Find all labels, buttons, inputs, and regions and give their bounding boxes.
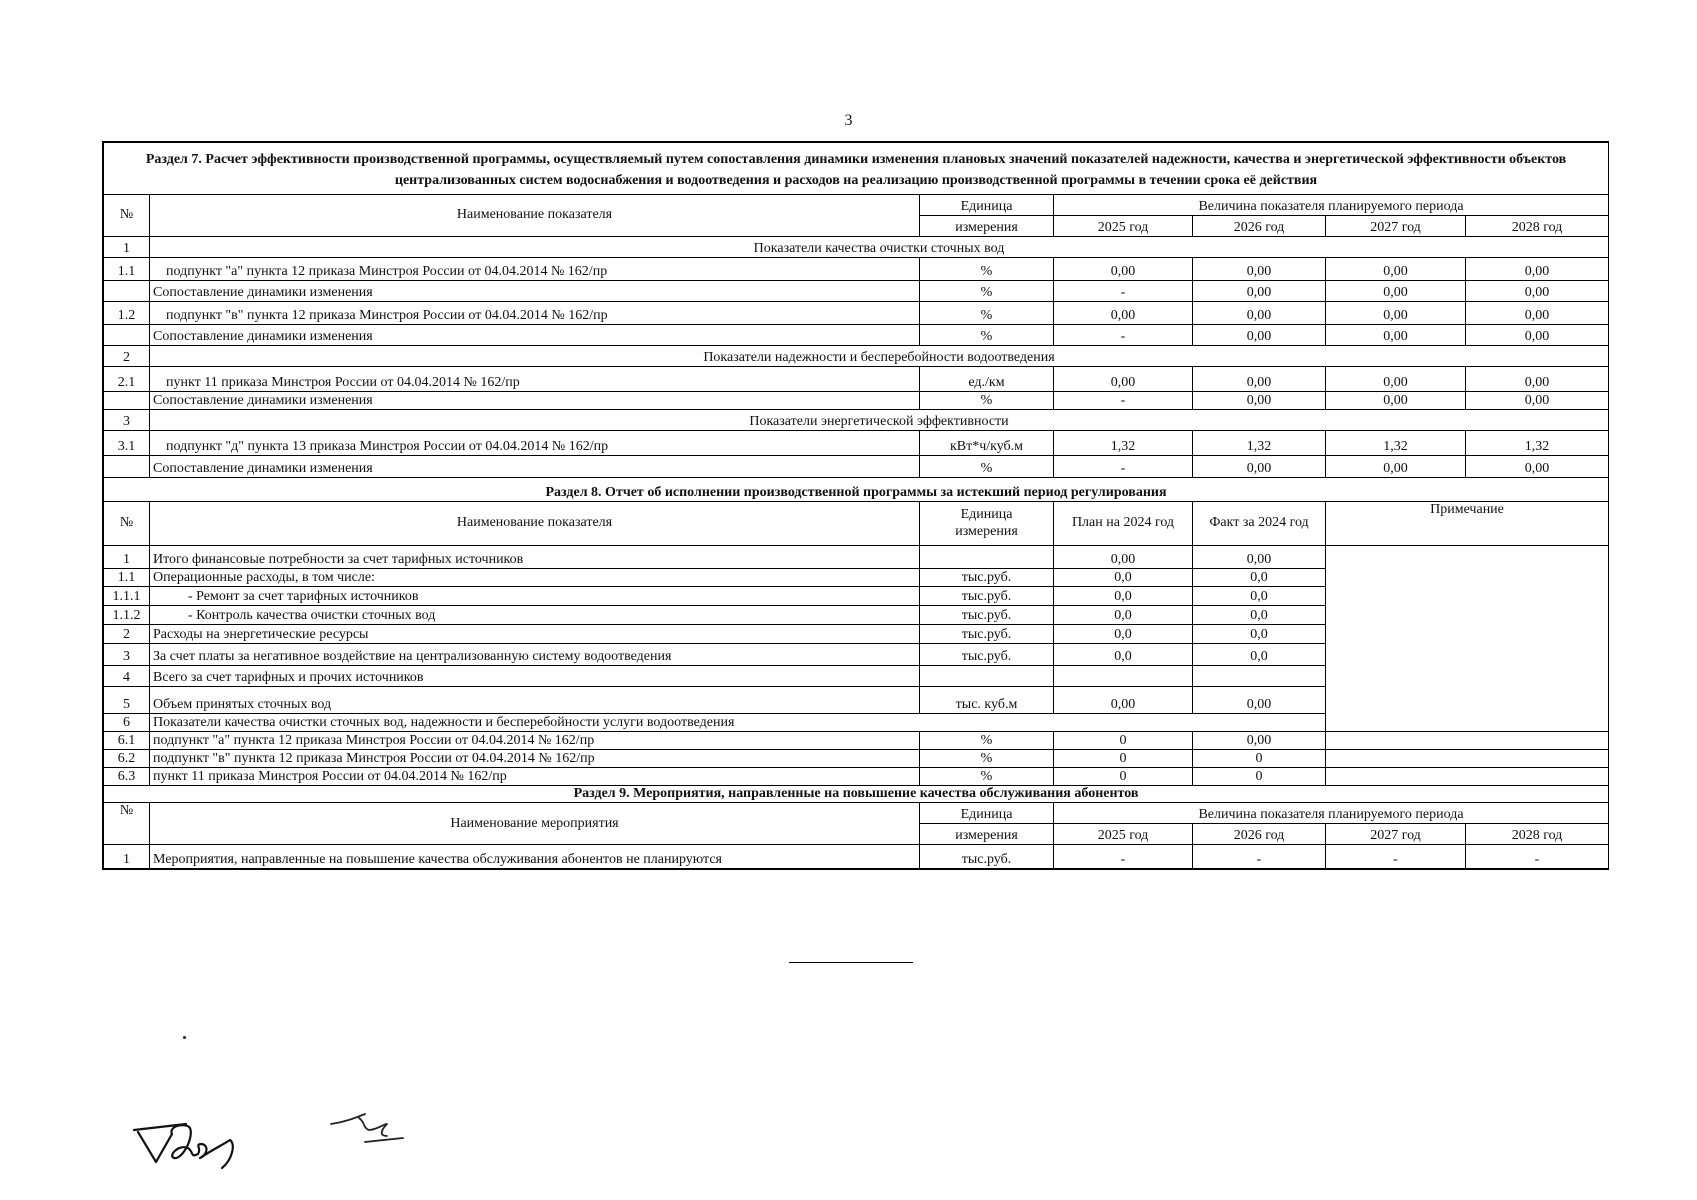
row-unit: % <box>920 302 1054 325</box>
section9-title-row <box>104 786 1609 803</box>
section8-header-note: Примечание <box>1326 502 1609 546</box>
row-value-2027: 0,00 <box>1326 258 1466 281</box>
row-value-2028: 0,00 <box>1466 392 1609 410</box>
section8-header-num: № <box>104 502 150 546</box>
row-num: 6.2 <box>104 750 150 768</box>
row-value-2026: 0,00 <box>1193 302 1326 325</box>
section9-header-year-2026: 2026 год <box>1193 824 1326 845</box>
table-row <box>104 325 1609 346</box>
row-num: 1.1 <box>104 569 150 587</box>
row-name: Операционные расходы, в том числе: <box>150 569 920 587</box>
row-plan: 0,00 <box>1054 687 1193 714</box>
row-name: пункт 11 приказа Минстроя России от 04.04.2014 № 162/пр <box>150 768 920 786</box>
row-fact: 0,0 <box>1193 625 1326 644</box>
row-name: подпункт "а" пункта 12 приказа Минстроя России от 04.04.2014 № 162/пр <box>150 258 920 281</box>
section9-header-name: Наименование мероприятия <box>150 803 920 845</box>
row-unit: ед./км <box>920 367 1054 392</box>
table-row <box>104 546 1609 569</box>
row-fact: 0,00 <box>1193 732 1326 750</box>
table-row <box>104 281 1609 302</box>
row-name: Итого финансовые потребности за счет тарифных источников <box>150 546 920 569</box>
section8-header-unit-1: Единица <box>960 507 1013 523</box>
row-value-2025: 0,00 <box>1054 302 1193 325</box>
section7-title: Раздел 7. Расчет эффективности производственной программы, осуществляемый путем сопоставления динамики изменения плановых значений показателей надежности, качества и энергетической эффективности объектов централизованных систем водоснабжения и водоотведения и расходов на реализацию производственной программы в течении срока её действия <box>104 143 1609 195</box>
row-unit: % <box>920 750 1054 768</box>
page-number: 3 <box>844 112 853 129</box>
row-num <box>104 325 150 346</box>
row-num: 3.1 <box>104 431 150 456</box>
row-value-2025: 1,32 <box>1054 431 1193 456</box>
row-unit: % <box>920 392 1054 410</box>
table-row <box>104 367 1609 392</box>
group-title: Показатели энергетической эффективности <box>150 410 1609 431</box>
section9-title: Раздел 9. Мероприятия, направленные на повышение качества обслуживания абонентов <box>104 786 1609 803</box>
row-value-2027: 0,00 <box>1326 325 1466 346</box>
row-unit: тыс. куб.м <box>920 687 1054 714</box>
signature-left-icon <box>128 1114 278 1174</box>
group-num: 2 <box>104 346 150 367</box>
row-fact: 0,0 <box>1193 587 1326 606</box>
row-name: Объем принятых сточных вод <box>150 687 920 714</box>
row-unit: кВт*ч/куб.м <box>920 431 1054 456</box>
table-row <box>104 750 1609 768</box>
table-row <box>104 732 1609 750</box>
section7-header-name: Наименование показателя <box>150 195 920 237</box>
row-num: 2 <box>104 625 150 644</box>
section9-header-period: Величина показателя планируемого периода <box>1054 803 1609 824</box>
row-num: 1.2 <box>104 302 150 325</box>
row-name: За счет платы за негативное воздействие на централизованную систему водоотведения <box>150 644 920 666</box>
end-divider <box>789 962 913 963</box>
row-num <box>104 456 150 478</box>
section8-header-row <box>104 502 1609 546</box>
section7-header-period: Величина показателя планируемого периода <box>1054 195 1609 216</box>
row-value-2025: - <box>1054 325 1193 346</box>
row-plan <box>1054 666 1193 687</box>
row-value-2026: 0,00 <box>1193 367 1326 392</box>
row-name: Всего за счет тарифных и прочих источников <box>150 666 920 687</box>
row-value-2028: 0,00 <box>1466 367 1609 392</box>
row-unit: % <box>920 456 1054 478</box>
row-name: - Ремонт за счет тарифных источников <box>150 587 920 606</box>
section7-group-row <box>104 346 1609 367</box>
row-name: Мероприятия, направленные на повышение качества обслуживания абонентов не планируются <box>150 845 920 869</box>
row-plan: 0 <box>1054 732 1193 750</box>
section7-header-unit-1: Единица <box>920 195 1054 216</box>
row-unit: тыс.руб. <box>920 644 1054 666</box>
row-plan: 0,0 <box>1054 625 1193 644</box>
row-name: Сопоставление динамики изменения <box>150 325 920 346</box>
row-value-2026: 0,00 <box>1193 456 1326 478</box>
row-value-2027: - <box>1326 845 1466 869</box>
row-value-2027: 1,32 <box>1326 431 1466 456</box>
row-name: - Контроль качества очистки сточных вод <box>150 606 920 625</box>
row-value-2027: 0,00 <box>1326 302 1466 325</box>
section9-header-unit-2: измерения <box>920 824 1054 845</box>
section9-header-year-2028: 2028 год <box>1466 824 1609 845</box>
section7-group-row <box>104 237 1609 258</box>
section8-header-unit-2: измерения <box>955 523 1018 539</box>
section9-header-row-1 <box>104 803 1609 824</box>
group-title: Показатели качества очистки сточных вод <box>150 237 1609 258</box>
row-value-2028: - <box>1466 845 1609 869</box>
scan-speck <box>183 1036 186 1039</box>
row-num: 5 <box>104 687 150 714</box>
report-table <box>103 142 1609 869</box>
row-unit: % <box>920 325 1054 346</box>
row-name: подпункт "в" пункта 12 приказа Минстроя России от 04.04.2014 № 162/пр <box>150 302 920 325</box>
row-unit: тыс.руб. <box>920 606 1054 625</box>
row-value-2025: - <box>1054 281 1193 302</box>
row-num <box>104 281 150 302</box>
row-unit: % <box>920 281 1054 302</box>
row-num: 1.1.2 <box>104 606 150 625</box>
section7-header-unit-2: измерения <box>920 216 1054 237</box>
row-name: подпункт "в" пункта 12 приказа Минстроя России от 04.04.2014 № 162/пр <box>150 750 920 768</box>
row-fact: 0,00 <box>1193 546 1326 569</box>
row-name: Сопоставление динамики изменения <box>150 392 920 410</box>
row-name: подпункт "а" пункта 12 приказа Минстроя России от 04.04.2014 № 162/пр <box>150 732 920 750</box>
section7-header-year-2027: 2027 год <box>1326 216 1466 237</box>
section8-header-plan: План на 2024 год <box>1054 502 1193 546</box>
row-fact: 0,0 <box>1193 644 1326 666</box>
row-value-2026: 0,00 <box>1193 392 1326 410</box>
row-fact: 0,0 <box>1193 606 1326 625</box>
section7-header-year-2026: 2026 год <box>1193 216 1326 237</box>
row-num: 3 <box>104 644 150 666</box>
section8-title: Раздел 8. Отчет об исполнении производственной программы за истекший период регулирования <box>104 478 1609 502</box>
row-num: 1 <box>104 546 150 569</box>
row-value-2028: 0,00 <box>1466 281 1609 302</box>
row-value-2025: - <box>1054 456 1193 478</box>
row-unit: % <box>920 732 1054 750</box>
row-value-2028: 0,00 <box>1466 456 1609 478</box>
row-name: Расходы на энергетические ресурсы <box>150 625 920 644</box>
row-num: 1.1.1 <box>104 587 150 606</box>
row-plan: 0,0 <box>1054 587 1193 606</box>
row-value-2027: 0,00 <box>1326 456 1466 478</box>
section7-header-row-1 <box>104 195 1609 216</box>
row-unit: % <box>920 768 1054 786</box>
row-value-2027: 0,00 <box>1326 367 1466 392</box>
row-fact: 0 <box>1193 750 1326 768</box>
row-num: 2.1 <box>104 367 150 392</box>
group-title: Показатели надежности и бесперебойности водоотведения <box>150 346 1609 367</box>
signature-right-icon <box>325 1108 425 1152</box>
row-value-2028: 1,32 <box>1466 431 1609 456</box>
row-plan: 0 <box>1054 750 1193 768</box>
section8-header-fact: Факт за 2024 год <box>1193 502 1326 546</box>
row-note <box>1326 750 1609 768</box>
row-plan: 0,0 <box>1054 606 1193 625</box>
section7-group-row <box>104 410 1609 431</box>
section7-header-year-2028: 2028 год <box>1466 216 1609 237</box>
table-row <box>104 768 1609 786</box>
row-unit: тыс.руб. <box>920 625 1054 644</box>
section7-title-row <box>104 143 1609 195</box>
row-unit: тыс.руб. <box>920 845 1054 869</box>
row-num: 1.1 <box>104 258 150 281</box>
row-num: 6 <box>104 714 150 732</box>
row-value-2027: 0,00 <box>1326 281 1466 302</box>
row-name: подпункт "д" пункта 13 приказа Минстроя России от 04.04.2014 № 162/пр <box>150 431 920 456</box>
row-plan: 0,0 <box>1054 644 1193 666</box>
row-value-2027: 0,00 <box>1326 392 1466 410</box>
row-unit <box>920 546 1054 569</box>
group-num: 3 <box>104 410 150 431</box>
row-value-2026: 0,00 <box>1193 281 1326 302</box>
table-row <box>104 431 1609 456</box>
row-value-2028: 0,00 <box>1466 325 1609 346</box>
row-value-2026: 0,00 <box>1193 325 1326 346</box>
table-row <box>104 258 1609 281</box>
row-value-2025: - <box>1054 392 1193 410</box>
row-name: пункт 11 приказа Минстроя России от 04.04.2014 № 162/пр <box>150 367 920 392</box>
row-value-2026: 1,32 <box>1193 431 1326 456</box>
table-row <box>104 456 1609 478</box>
group-num: 1 <box>104 237 150 258</box>
table-row <box>104 302 1609 325</box>
row-plan: 0,0 <box>1054 569 1193 587</box>
section7-header-year-2025: 2025 год <box>1054 216 1193 237</box>
row-unit: тыс.руб. <box>920 569 1054 587</box>
row-name: Сопоставление динамики изменения <box>150 456 920 478</box>
row-note <box>1326 732 1609 750</box>
row-value-2025: 0,00 <box>1054 367 1193 392</box>
table-row <box>104 392 1609 410</box>
row-num <box>104 392 150 410</box>
section7-header-num: № <box>104 195 150 237</box>
section9-header-year-2025: 2025 год <box>1054 824 1193 845</box>
section8-title-row <box>104 478 1609 502</box>
row-value-2026: - <box>1193 845 1326 869</box>
document-table-frame <box>102 141 1609 870</box>
row-unit <box>920 666 1054 687</box>
row-fact: 0 <box>1193 768 1326 786</box>
table-row <box>104 845 1609 869</box>
section9-header-unit-1: Единица <box>920 803 1054 824</box>
row-unit: тыс.руб. <box>920 587 1054 606</box>
row-fact: 0,00 <box>1193 687 1326 714</box>
row-fact: 0,0 <box>1193 569 1326 587</box>
row-plan: 0 <box>1054 768 1193 786</box>
section9-header-num: № <box>104 803 150 845</box>
row-name: Показатели качества очистки сточных вод, надежности и бесперебойности услуги водоотведения <box>150 714 1326 732</box>
row-num: 6.3 <box>104 768 150 786</box>
row-value-2025: 0,00 <box>1054 258 1193 281</box>
row-value-2028: 0,00 <box>1466 302 1609 325</box>
row-num: 4 <box>104 666 150 687</box>
row-value-2028: 0,00 <box>1466 258 1609 281</box>
row-plan: 0,00 <box>1054 546 1193 569</box>
row-unit: % <box>920 258 1054 281</box>
section9-header-year-2027: 2027 год <box>1326 824 1466 845</box>
row-value-2025: - <box>1054 845 1193 869</box>
row-num: 1 <box>104 845 150 869</box>
row-note <box>1326 768 1609 786</box>
row-value-2026: 0,00 <box>1193 258 1326 281</box>
row-fact <box>1193 666 1326 687</box>
section8-note-cell <box>1326 546 1609 732</box>
row-num: 6.1 <box>104 732 150 750</box>
section8-header-name: Наименование показателя <box>150 502 920 546</box>
section8-header-unit <box>920 502 1054 546</box>
row-name: Сопоставление динамики изменения <box>150 281 920 302</box>
